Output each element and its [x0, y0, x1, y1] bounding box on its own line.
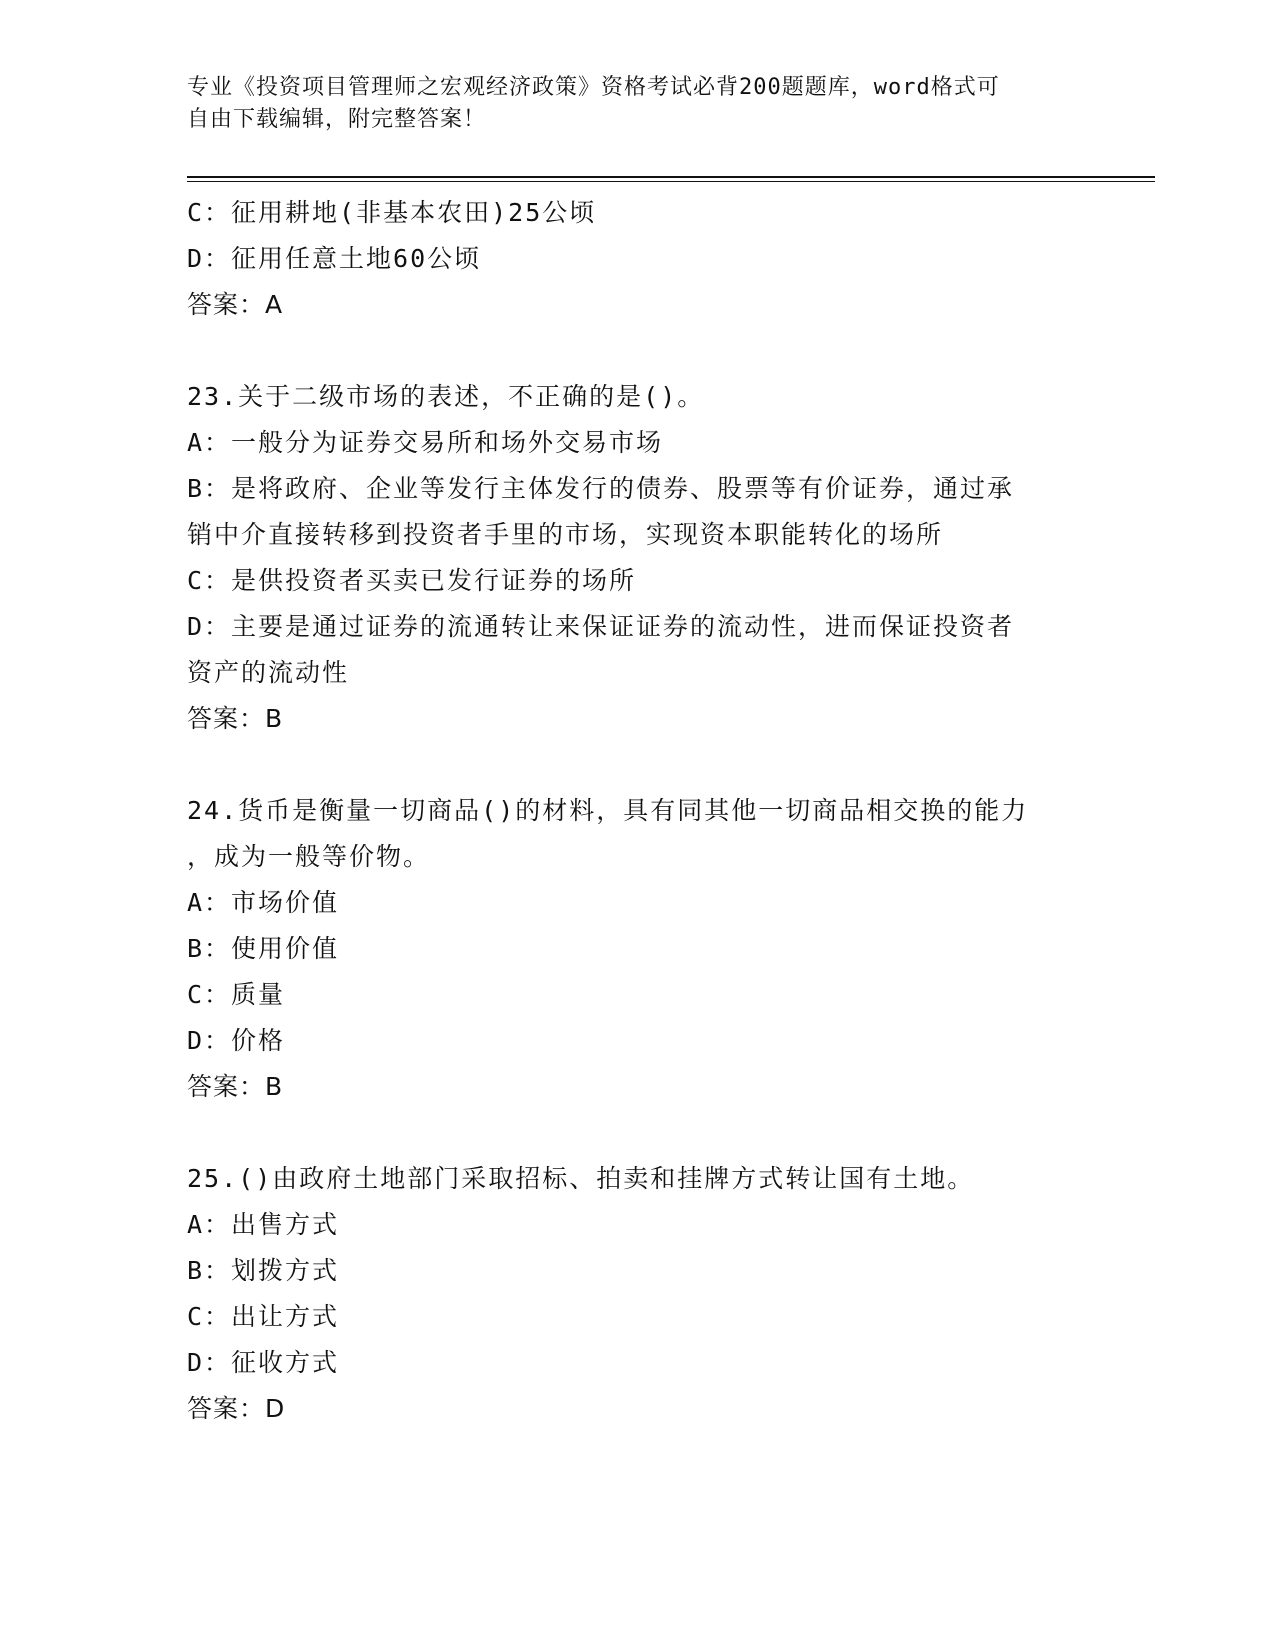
- answer-line: 答案：B: [187, 704, 284, 733]
- option-d: D：征用任意土地60公顷: [187, 244, 482, 273]
- header-title-line1: 专业《投资项目管理师之宏观经济政策》资格考试必背200题题库，word格式可: [187, 75, 1000, 100]
- question-23: [187, 374, 1077, 742]
- answer-line: 答案：D: [187, 1394, 286, 1423]
- question-24: [187, 788, 1077, 1110]
- spacer: [187, 328, 1077, 374]
- option-c: C：质量: [187, 980, 286, 1009]
- option-b: B：划拨方式: [187, 1256, 340, 1285]
- option-c: C：是供投资者买卖已发行证券的场所: [187, 566, 637, 595]
- question-list: [187, 190, 1077, 1432]
- header-title-line2: 自由下载编辑，附完整答案！: [187, 107, 487, 132]
- question-stem: 25.()由政府土地部门采取招标、拍卖和挂牌方式转让国有土地。: [187, 1164, 975, 1193]
- option-a: A：出售方式: [187, 1210, 340, 1239]
- option-d-line2: 资产的流动性: [187, 658, 350, 687]
- document-header: [187, 72, 1067, 136]
- option-d: D：价格: [187, 1026, 286, 1055]
- option-b-line2: 销中介直接转移到投资者手里的市场，实现资本职能转化的场所: [187, 520, 944, 549]
- header-divider-thick: [187, 176, 1155, 178]
- question-stem-line2: ，成为一般等价物。: [187, 842, 431, 871]
- question-22-continued: [187, 190, 1077, 328]
- option-b-line1: B：是将政府、企业等发行主体发行的债券、股票等有价证券，通过承: [187, 474, 1015, 503]
- option-a: A：市场价值: [187, 888, 340, 917]
- option-d: D：征收方式: [187, 1348, 340, 1377]
- spacer: [187, 742, 1077, 788]
- header-divider-thin: [187, 181, 1155, 182]
- option-c: C：征用耕地(非基本农田)25公顷: [187, 198, 597, 227]
- answer-line: 答案：A: [187, 290, 284, 319]
- option-c: C：出让方式: [187, 1302, 340, 1331]
- option-d-line1: D：主要是通过证券的流通转让来保证证券的流动性，进而保证投资者: [187, 612, 1015, 641]
- question-25: [187, 1156, 1077, 1432]
- option-b: B：使用价值: [187, 934, 340, 963]
- spacer: [187, 1110, 1077, 1156]
- question-stem-line1: 24.货币是衡量一切商品()的材料，具有同其他一切商品相交换的能力: [187, 796, 1029, 825]
- option-a: A：一般分为证券交易所和场外交易市场: [187, 428, 664, 457]
- question-stem: 23.关于二级市场的表述，不正确的是()。: [187, 382, 705, 411]
- answer-line: 答案：B: [187, 1072, 284, 1101]
